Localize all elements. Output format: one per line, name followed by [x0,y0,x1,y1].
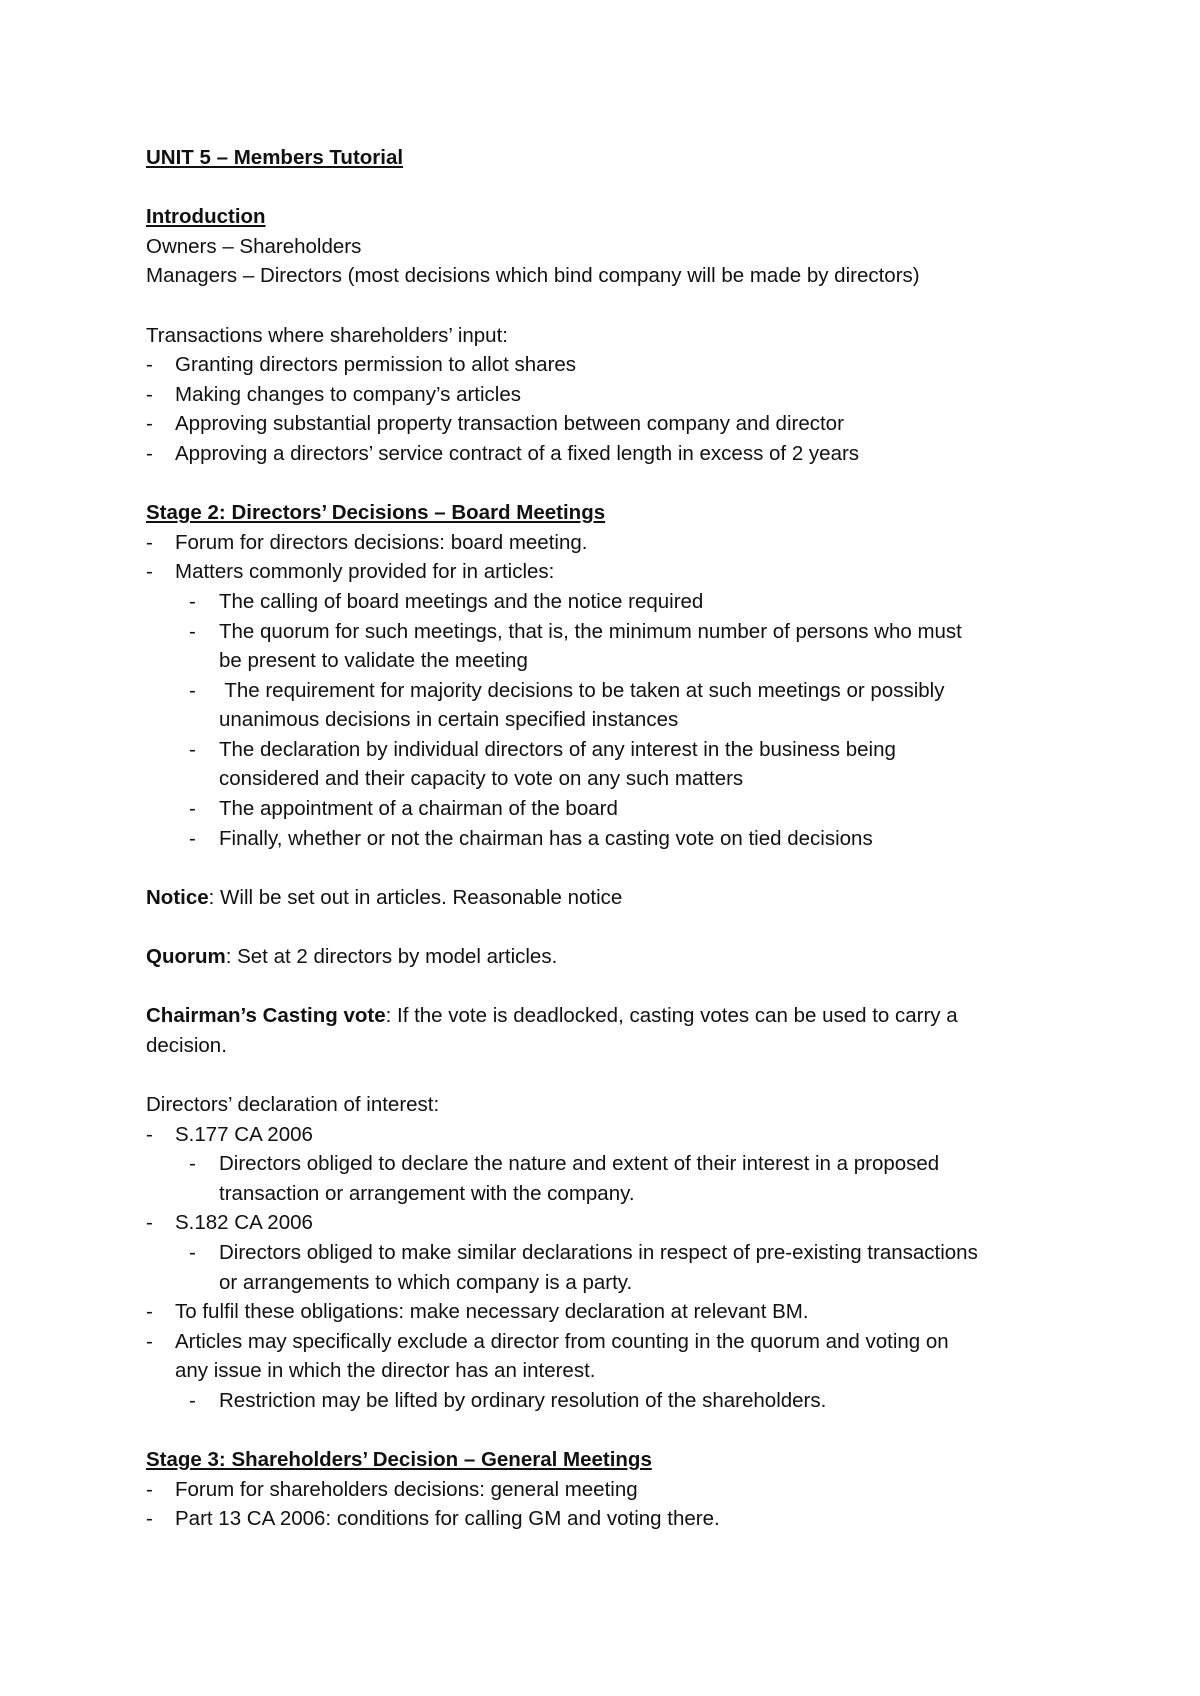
bullet-dash: - [146,530,153,554]
sub-list-item [146,735,1066,794]
list-item-text: Making changes to company’s articles [175,382,522,406]
sub-list-item [146,1149,1066,1208]
list-item-text: Part 13 CA 2006: conditions for calling GM and voting there. [175,1507,720,1531]
bullet-dash: - [146,1211,153,1235]
list-item-text: Forum for directors decisions: board meeting. [175,530,588,554]
document-title: UNIT 5 – Members Tutorial [146,146,404,169]
sub-list-item [146,824,1066,854]
list-item-text: The declaration by individual directors of any interest in the business being [219,737,896,761]
spacer [146,173,1066,203]
sub-list-item [146,1238,1066,1297]
list-item-text: The requirement for majority decisions to be taken at such meetings or possibly [219,678,945,702]
spacer [146,291,1066,321]
bullet-dash: - [146,1122,153,1146]
quorum-paragraph [146,942,1066,972]
bullet-dash: - [146,412,153,436]
list-item [146,409,1066,439]
list-item [146,1208,1066,1238]
bullet-dash: - [189,1240,196,1264]
list-item-text: Restriction may be lifted by ordinary resolution of the shareholders. [219,1388,827,1412]
list-item-text: The calling of board meetings and the notice required [219,589,704,613]
introduction-heading: Introduction [146,205,266,229]
list-item-text: any issue in which the director has an interest. [175,1359,596,1383]
list-item-text: be present to validate the meeting [219,649,528,673]
sub-list-item [146,676,1066,735]
sub-list-item [146,794,1066,824]
bullet-dash: - [189,678,196,702]
casting-label: Chairman’s Casting vote [146,1004,386,1028]
list-item-text: unanimous decisions in certain specified instances [219,708,679,732]
bullet-dash: - [146,441,153,465]
list-item-text: considered and their capacity to vote on any such matters [219,767,744,791]
list-item [146,1297,1066,1327]
list-item-text: Directors obliged to make similar declarations in respect of pre-existing transactions [219,1240,978,1264]
spacer [146,1416,1066,1446]
list-item [146,557,1066,587]
bullet-dash: - [146,1300,153,1324]
list-item-text: The quorum for such meetings, that is, the minimum number of persons who must [219,619,962,643]
quorum-text: : Set at 2 directors by model articles. [225,945,558,969]
sub-list-item [146,1386,1066,1416]
casting-paragraph [146,1001,1066,1031]
bullet-dash: - [146,382,153,406]
list-item [146,1475,1066,1505]
intro-line-owners: Owners – Shareholders [146,234,362,258]
list-item-text: The appointment of a chairman of the board [219,797,618,821]
list-item [146,439,1066,469]
list-item-text: Articles may specifically exclude a director from counting in the quorum and voting on [175,1329,949,1353]
notice-text: : Will be set out in articles. Reasonable notice [208,885,623,909]
casting-text-continued: decision. [146,1033,227,1057]
list-item [146,380,1066,410]
bullet-dash: - [146,1507,153,1531]
declaration-intro: Directors’ declaration of interest: [146,1093,440,1116]
bullet-dash: - [189,797,196,821]
spacer [146,912,1066,942]
bullet-dash: - [189,1388,196,1412]
list-item [146,528,1066,558]
spacer [146,469,1066,499]
bullet-dash: - [189,589,196,613]
list-item [146,350,1066,380]
list-item [146,1120,1066,1150]
stage2-heading: Stage 2: Directors’ Decisions – Board Meetings [146,501,606,525]
list-item-text: Approving substantial property transaction between company and director [175,412,844,436]
bullet-dash: - [189,826,196,850]
bullet-dash: - [146,1329,153,1353]
bullet-dash: - [189,1152,196,1176]
document-page [146,143,1066,1534]
list-item-text: Matters commonly provided for in articles: [175,560,555,584]
list-item-text: Approving a directors’ service contract of a fixed length in excess of 2 years [175,441,860,465]
notice-paragraph [146,883,1066,913]
quorum-label: Quorum [146,945,226,969]
bullet-dash: - [189,619,196,643]
transactions-intro: Transactions where shareholders’ input: [146,323,508,347]
spacer [146,853,1066,883]
bullet-dash: - [146,560,153,584]
list-item-text: transaction or arrangement with the company. [219,1181,635,1205]
sub-list-item [146,587,1066,617]
list-item [146,1327,1066,1386]
sub-list-item [146,617,1066,676]
list-item [146,1504,1066,1534]
notice-label: Notice [146,885,209,909]
list-item-text: Finally, whether or not the chairman has a casting vote on tied decisions [219,826,873,850]
list-item-text: Granting directors permission to allot shares [175,353,577,377]
list-item-text: or arrangements to which company is a party. [219,1270,633,1294]
list-item-text: S.182 CA 2006 [175,1211,313,1235]
casting-text: : If the vote is deadlocked, casting votes can be used to carry a [385,1004,958,1028]
bullet-dash: - [146,1477,153,1501]
stage3-heading: Stage 3: Shareholders’ Decision – General Meetings [146,1448,652,1472]
spacer [146,1060,1066,1090]
bullet-dash: - [146,353,153,377]
list-item-text: To fulfil these obligations: make necessary declaration at relevant BM. [175,1300,809,1324]
bullet-dash: - [189,737,196,761]
list-item-text: Forum for shareholders decisions: general meeting [175,1477,638,1501]
list-item-text: S.177 CA 2006 [175,1122,313,1146]
list-item-text: Directors obliged to declare the nature and extent of their interest in a proposed [219,1152,940,1176]
spacer [146,972,1066,1002]
intro-line-managers: Managers – Directors (most decisions which bind company will be made by directors) [146,264,920,288]
